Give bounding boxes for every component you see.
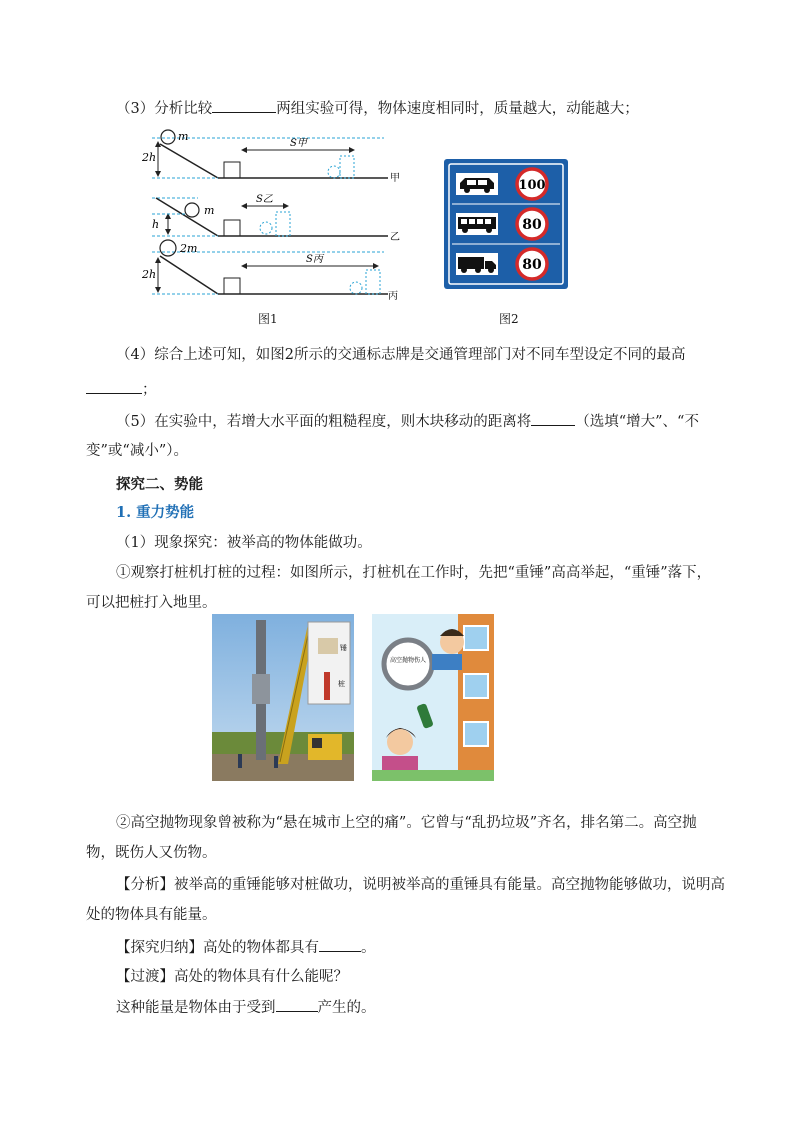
question-4-line2: ；: [86, 379, 157, 400]
distance-label: S甲: [290, 138, 307, 149]
analysis-line1: 【分析】被举高的重锤能够对桩做功，说明被举高的重锤具有能量。高空抛物能够做功，说明高: [116, 877, 725, 893]
svg-text:80: 80: [522, 217, 542, 233]
answer-blank[interactable]: [86, 379, 142, 394]
fig1-row-jia: [141, 130, 400, 184]
answer-blank[interactable]: [212, 98, 276, 113]
high-altitude-throwing-cartoon: [372, 614, 494, 781]
paragraph-1: （1）现象探究：被举高的物体能做功。: [116, 535, 372, 551]
figure-2-caption: 图2: [499, 312, 519, 326]
mass-label: m: [178, 130, 189, 143]
summary: 【探究归纳】高处的物体都具有 。: [116, 937, 376, 958]
row-label: 丙: [388, 291, 398, 302]
transition: 【过渡】高处的物体具有什么能呢？: [116, 969, 348, 985]
speed-limit-80-truck: [517, 249, 547, 279]
paragraph-2-line2: 可以把桩打入地里。: [86, 595, 217, 611]
section-title: 探究二、势能: [116, 476, 203, 493]
fig1-row-yi: [152, 194, 400, 243]
question-3: （3）分析比较 两组实验可得，物体速度相同时，质量越大，动能越大；: [116, 98, 639, 119]
paragraph-3-line1: ②高空抛物现象曾被称为“悬在城市上空的痛”。它曾与“乱扔垃圾”齐名，排名第二。高空抛: [116, 815, 697, 831]
hammer-label: 锤: [340, 644, 347, 652]
distance-label: S丙: [306, 254, 323, 265]
cartoon-badge-text: 高空抛物伤人: [389, 657, 427, 664]
height-label: h: [152, 218, 160, 231]
bus-icon: [456, 213, 498, 235]
truck-icon: [456, 253, 498, 275]
mass-label: m: [204, 204, 215, 217]
figure-2-speed-sign: [444, 159, 568, 289]
fig1-row-bing: [141, 240, 398, 302]
question-5-line2: 变”或“减小”）。: [86, 443, 188, 459]
paragraph-3-line2: 物，既伤人又伤物。: [86, 845, 217, 861]
speed-limit-100: [517, 169, 547, 199]
svg-text:80: 80: [522, 257, 542, 273]
pile-driver-photo: [212, 614, 354, 781]
figure-1-experiment: [138, 128, 406, 304]
answer-blank[interactable]: [276, 997, 318, 1012]
answer-blank[interactable]: [319, 937, 361, 952]
answer-blank[interactable]: [531, 411, 575, 426]
last-paragraph: 这种能量是物体由于受到 产生的。: [116, 997, 376, 1018]
row-label: 甲: [390, 173, 400, 184]
speed-limit-80-bus: [517, 209, 547, 239]
paragraph-2-line1: ①观察打桩机打桩的过程：如图所示，打桩机在工作时，先把“重锤”高高举起，“重锤”落下，: [116, 565, 712, 581]
analysis-line2: 处的物体具有能量。: [86, 907, 217, 923]
height-label: 2h: [142, 151, 157, 164]
car-icon: [456, 173, 498, 195]
figure-1-caption: 图1: [258, 312, 278, 326]
subsection-title: 1. 重力势能: [116, 504, 195, 521]
question-4-line1: （4）综合上述可知，如图2所示的交通标志牌是交通管理部门对不同车型设定不同的最高: [116, 347, 686, 363]
mass-label: 2m: [180, 242, 198, 255]
question-5-line1: （5）在实验中，若增大水平面的粗糙程度，则木块移动的距离将 （选填“增大”、“不: [116, 411, 699, 432]
svg-text:100: 100: [518, 178, 546, 193]
pile-label: 桩: [338, 680, 345, 688]
row-label: 乙: [390, 232, 400, 243]
distance-label: S乙: [256, 194, 273, 205]
height-label: 2h: [142, 268, 157, 281]
